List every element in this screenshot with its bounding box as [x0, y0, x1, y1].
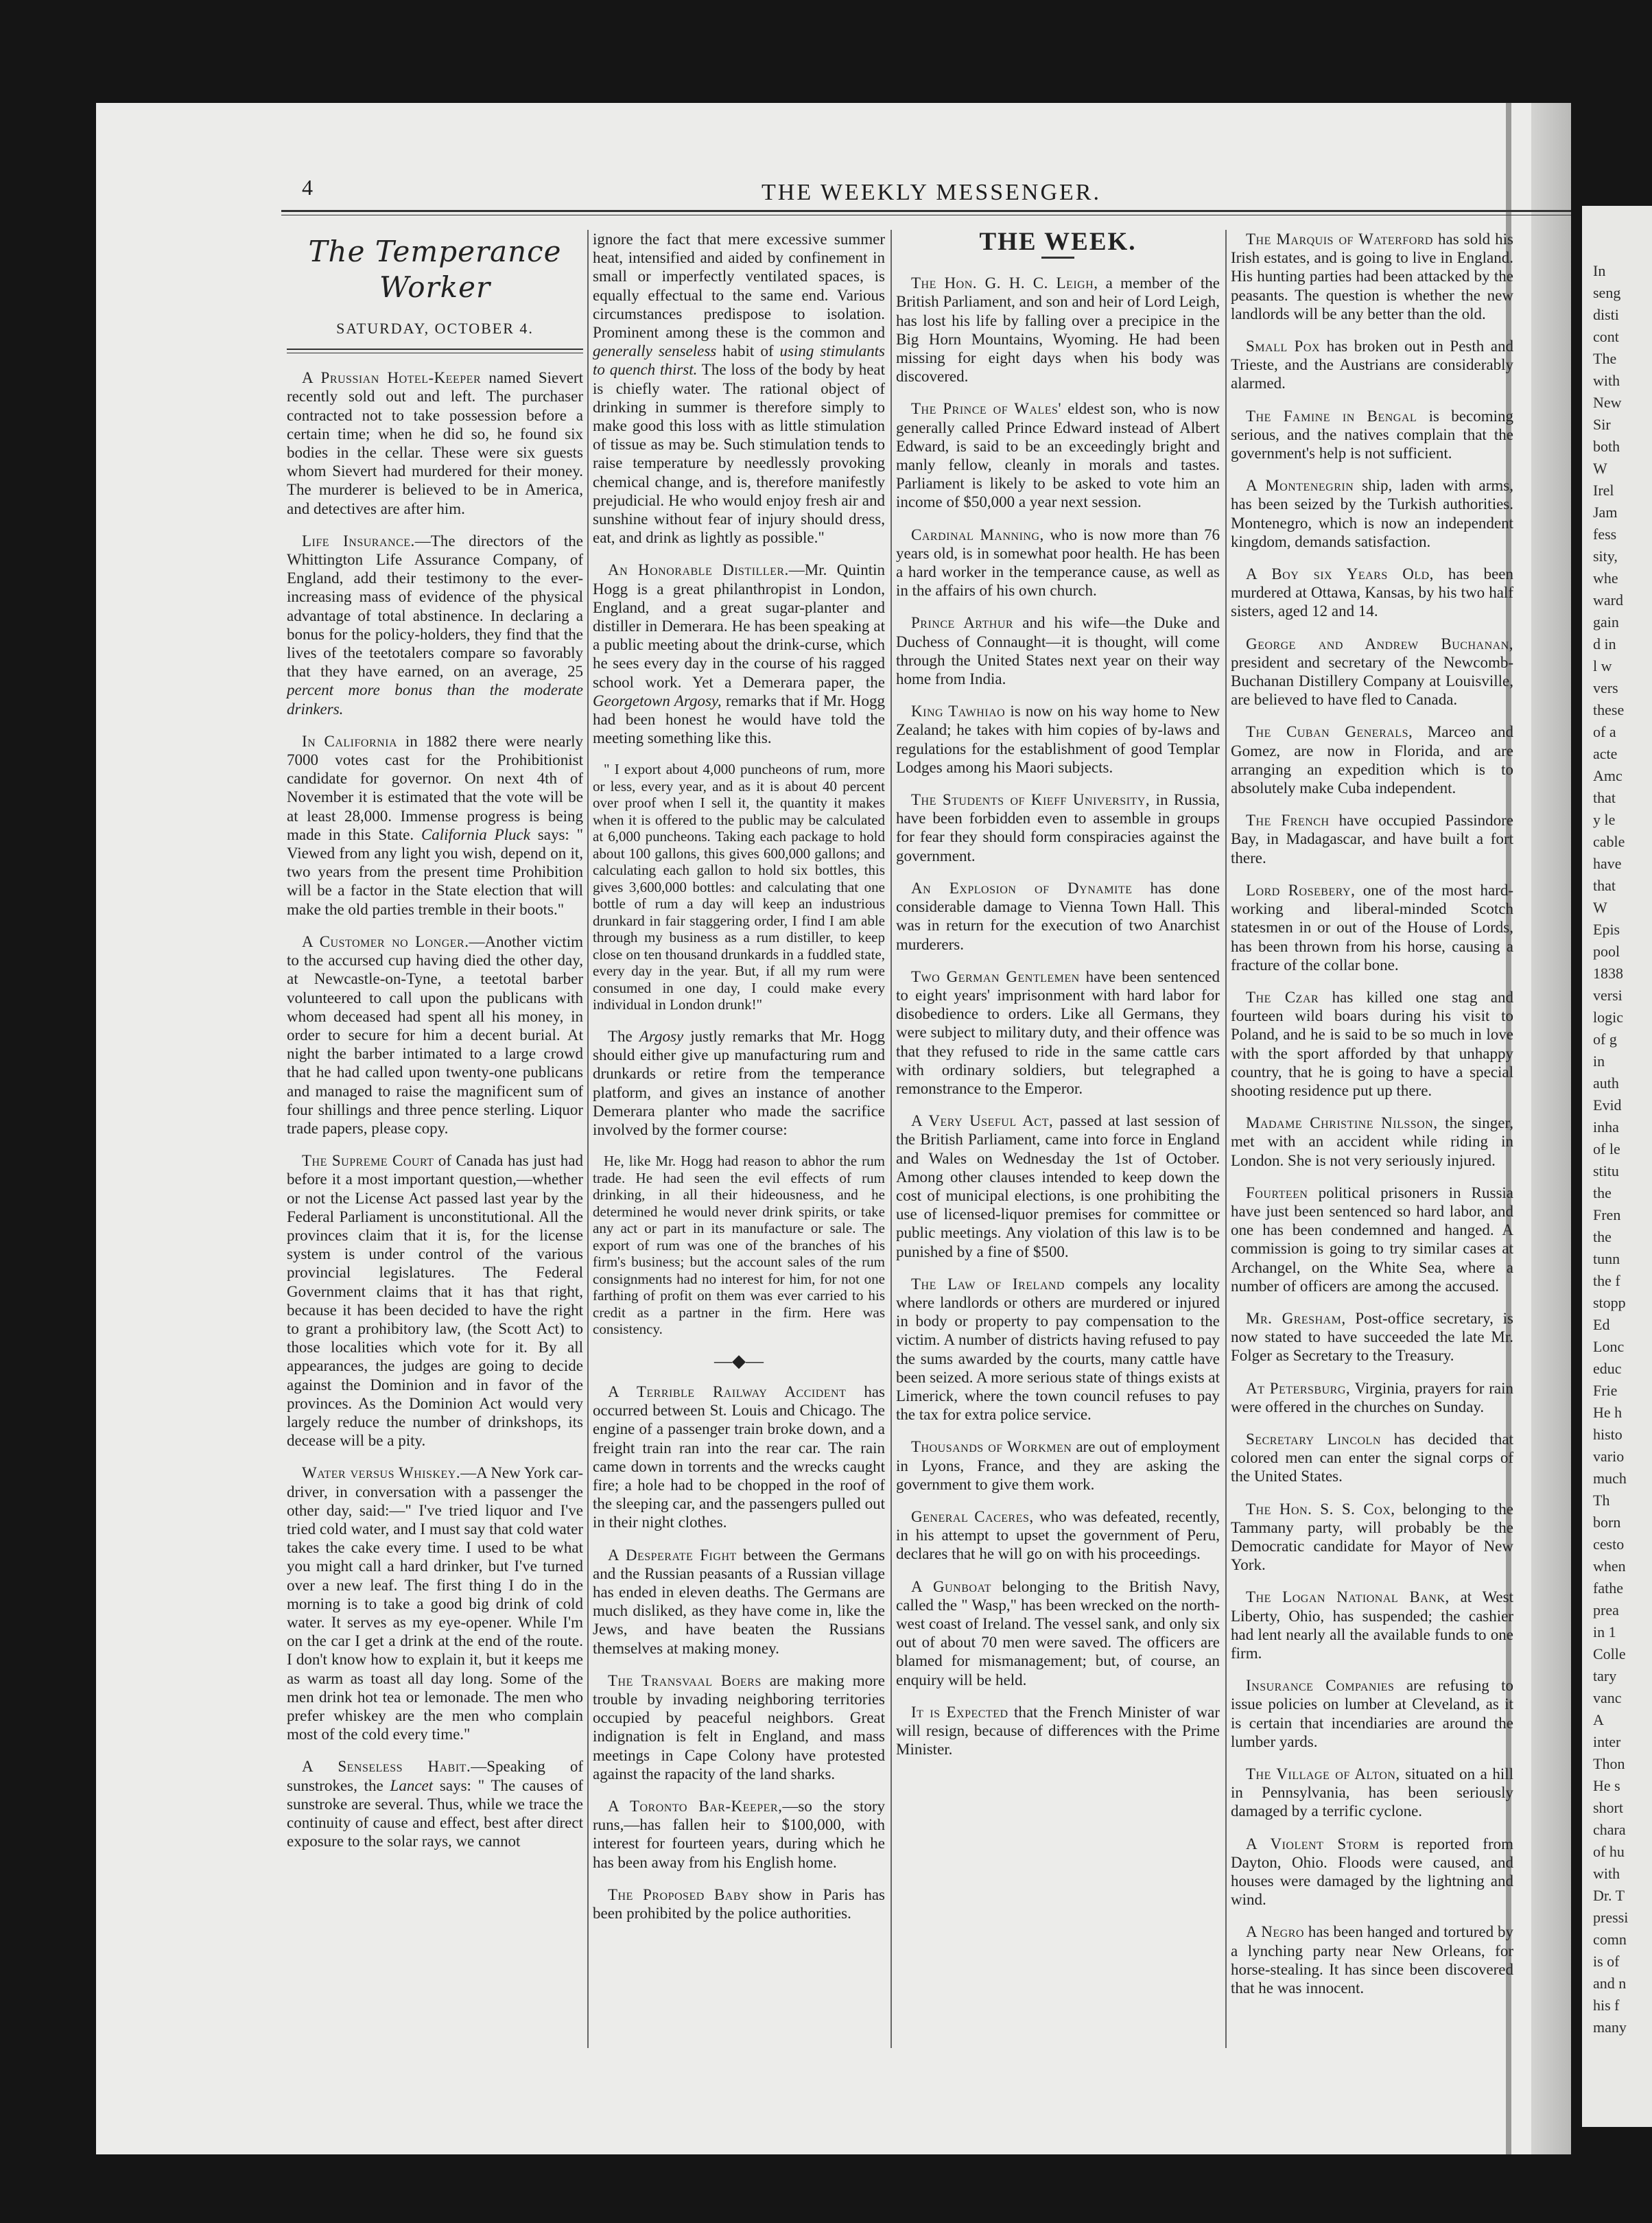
adjacent-page-fragment: seng	[1593, 284, 1621, 301]
adjacent-page-fragment: histo	[1593, 1426, 1622, 1443]
adjacent-page-fragment: chara	[1593, 1821, 1626, 1838]
adjacent-page-fragment: Jam	[1593, 504, 1618, 521]
page-edge-shadow	[1531, 103, 1571, 2154]
adjacent-page-fragment: the	[1593, 1228, 1612, 1245]
adjacent-page-fragment: gain	[1593, 613, 1619, 631]
adjacent-page-fragment: stitu	[1593, 1162, 1619, 1179]
news-item: The French have occupied Passindore Bay, in Madagascar, and have built a fort there.	[1231, 812, 1513, 867]
column-four	[1231, 230, 1513, 2011]
news-item: The Cuban Generals, Marceo and Gomez, are now in Florida, and are arranging an expedition which is to absolutely make Cuba independent.	[1231, 723, 1513, 797]
adjacent-page-fragment: In	[1593, 262, 1606, 279]
the-week-title: THE WEEK.	[979, 228, 1137, 256]
adjacent-page-fragment: Frie	[1593, 1382, 1618, 1399]
news-item: It is Expected that the French Minister of war will resign, because of differences with the Prime Minister.	[896, 1703, 1220, 1759]
issue-date: SATURDAY, OCTOBER 4.	[336, 320, 534, 337]
adjacent-page-fragment: stopp	[1593, 1294, 1626, 1311]
the-week-items	[896, 274, 1220, 1759]
adjacent-page-fragment: tary	[1593, 1667, 1617, 1684]
column-two	[593, 230, 885, 1936]
news-item: The Logan National Bank, at West Liberty, Ohio, has suspended; the cashier had lent nearly all the available funds to one firm.	[1231, 1588, 1513, 1662]
adjacent-page-fragment: Irel	[1593, 482, 1614, 499]
article-honorable-distiller: An Honorable Distiller.—Mr. Quintin Hogg is a great philanthropist in London, England, and a great sugar-planter and distiller in Demerara. He has been speaking at a public meeting about the drink-curse, which he sees every day in the course of his ragged school work. Yet a Demerara paper, the Georgetown Argosy, remarks that if Mr. Hogg had been honest he would have told the meeting something like this.	[593, 561, 885, 747]
adjacent-page-fragment: that	[1593, 877, 1616, 894]
adjacent-page-fragment: 1838	[1593, 965, 1623, 982]
adjacent-page-fragment: A	[1593, 1711, 1604, 1728]
adjacent-page-fragment: with	[1593, 1865, 1620, 1882]
adjacent-page-fragment: He h	[1593, 1404, 1622, 1421]
adjacent-page-fragment: acte	[1593, 745, 1618, 762]
article-senseless-habit: A Senseless Habit.—Speaking of sunstrokes, the Lancet says: " The causes of sunstroke are several. Thus, while we trace the continuity of cause and effect, best after direct exposure to the solar rays, we cannot	[287, 1758, 583, 1850]
adjacent-page-fragment: Lonc	[1593, 1338, 1625, 1355]
article-argosy-remarks: The Argosy justly remarks that Mr. Hogg should either give up manufacturing rum and drunkards or retire from the temperance platform, and gives an instance of another Demerara planter who made the sacrifice involved by the former course:	[593, 1027, 886, 1138]
adjacent-page-fragment: the	[1593, 1184, 1612, 1201]
adjacent-page-fragment: of le	[1593, 1140, 1620, 1157]
article-senseless-habit-continued: ignore the fact that mere excessive summer heat, intensified and aided by confinement in small or imperfectly ventilated spaces, is equally effectual to the same end. Various circumstances predispose to isolation. Prominent among these is the common and generally senseless habit of using stimulants to quench thirst. The loss of the body by heat is chiefly water. The rational object of drinking in summer is therefore simply to make good this loss with as little stimulation of tissue as may be. Such stimulation tends to raise temperature by needlessly provoking chemical change, and is, therefore manifestly prejudicial. He who would enjoy fresh air and sunshine without fear of injury should dress, eat, and drink as lightly as possible."	[593, 231, 885, 547]
adjacent-page-fragment: many	[1593, 2019, 1627, 2036]
adjacent-page-fragment: auth	[1593, 1074, 1619, 1092]
adjacent-page-fragment: He s	[1593, 1777, 1620, 1794]
adjacent-page-fragment: pressi	[1593, 1909, 1629, 1926]
adjacent-page-fragment: have	[1593, 855, 1622, 872]
adjacent-page-fragment: Fren	[1593, 1206, 1621, 1223]
news-item: The Famine in Bengal is becoming serious, and the natives complain that the government's help is not sufficient.	[1231, 407, 1513, 462]
news-item: Insurance Companies are refusing to issue policies on lumber at Cleveland, as it is certain that incendiaries are around the lumber yards.	[1231, 1677, 1513, 1750]
adjacent-page-fragment: the f	[1593, 1272, 1620, 1289]
news-item: Cardinal Manning, who is now more than 76 years old, is in somewhat poor health. He has been a hard worker in the temperance cause, as well as in the affairs of his own church.	[896, 526, 1220, 600]
adjacent-page-fragment: is of	[1593, 1953, 1620, 1970]
news-item: The Village of Alton, situated on a hill in Pennsylvania, has been seriously damaged by a terrific cyclone.	[1231, 1765, 1513, 1820]
adjacent-page-fragment: whe	[1593, 569, 1618, 587]
adjacent-page-fragment: born	[1593, 1514, 1621, 1531]
adjacent-page-fragment: sity,	[1593, 548, 1618, 565]
news-item: Fourteen political prisoners in Russia have just been sentenced so hard labor, and one has been condemned and hanged. A commission is going to try similar cases at Archangel, on the White Sea, where a number of officers are among the accused.	[1231, 1184, 1513, 1295]
news-item: Small Pox has broken out in Pesth and Trieste, and the Austrians are considerably alarmed.	[1231, 338, 1513, 392]
masthead-title: THE WEEKLY MESSENGER.	[762, 180, 1101, 205]
adjacent-page-fragment: Ed	[1593, 1316, 1610, 1333]
article-california: In California in 1882 there were nearly 7000 votes cast for the Prohibitionist candidate for governor. On next 4th of November it is estimated that the vote will be at least 28,000. Immense progress is being made in this State. California Pluck says: " Viewed from any light you wish, depend on it, two years from the present time Prohibition will be a factor in the State election that will make the old parties tremble in their boots."	[287, 732, 583, 918]
adjacent-page-fragment: in 1	[1593, 1623, 1616, 1640]
article-customer-no-longer: A Customer no Longer.—Another victim to the accursed cup having died the other day, at Newcastle-on-Tyne, a teetotal barber volunteered to call upon the publicans with whom deceased had spent all his money, in order to secure for him a decent burial. At night the barber intimated to a large crowd that he had called upon twenty-one publicans and managed to raise the magnificent sum of four shillings and three pence sterling. Liquor trade papers, please copy.	[287, 932, 583, 1137]
adjacent-page-fragment: d in	[1593, 635, 1616, 652]
news-item: The Law of Ireland compels any locality where landlords or others are murdered or injured in body or property to pay compensation to the victim. A number of districts having refused to pay the sums awarded by the courts, many cattle have been seized. A more serious state of things exists at Limerick, where the town council refuses to pay the tax for extra police service.	[896, 1275, 1220, 1424]
adjacent-page-fragment: vanc	[1593, 1689, 1622, 1706]
news-item: King Tawhiao is now on his way home to New Zealand; he takes with him copies of by-laws and regulations for the establishment of good Templar Lodges among his Maori subjects.	[896, 703, 1220, 776]
news-item: The Marquis of Waterford has sold his Irish estates, and is going to live in England. His hunting parties had been attacked by the peasants. The question is whether the new landlords will be any better than the old.	[1231, 231, 1513, 322]
column-rule-2	[890, 230, 892, 2048]
adjacent-page-fragment: with	[1593, 372, 1620, 389]
adjacent-page-fragment: vario	[1593, 1448, 1625, 1465]
article-life-insurance: Life Insurance.—The directors of the Whittington Life Assurance Company, of England, add their testimony to the ever-increasing mass of evidence of the physical advantage of total abstinence. In declaring a bonus for the policy-holders, they find that the lives of the teetotalers compare so favorably that they have earned, on an average, 25 percent more bonus than the moderate drinkers.	[287, 532, 583, 718]
column-temperance-worker	[287, 230, 583, 1864]
page-number: 4	[302, 175, 313, 200]
adjacent-page-fragment: inha	[1593, 1118, 1619, 1136]
news-item: The Hon. G. H. C. Leigh, a member of the British Parliament, and son and heir of Lord Leigh, has lost his life by falling over a precipice in the Big Horn Mountains, Wyoming. He had been missing for eight days when his body was discovered.	[896, 274, 1220, 386]
adjacent-page-fragment: of a	[1593, 723, 1616, 740]
adjacent-page-fragment: logic	[1593, 1009, 1623, 1026]
news-item: Lord Rosebery, one of the most hard-working and liberal-minded Scotch statesmen in or out of the House of Lords, has been thrown from his horse, causing a fracture of the collar bone.	[1231, 881, 1513, 974]
adjacent-page-fragment: much	[1593, 1470, 1627, 1487]
adjacent-page-fragment: cesto	[1593, 1536, 1625, 1553]
article-proposed-baby-show: The Proposed Baby show in Paris has been prohibited by the police authorities.	[593, 1885, 885, 1922]
adjacent-page-fragment: Dr. T	[1593, 1887, 1625, 1904]
news-item: Two German Gentlemen have been sentenced to eight years' imprisonment with hard labor for disobedience to orders. Like all Germans, they were subject to military duty, and their offence was that they refused to ride in the same cattle cars with ordinary soldiers, but telegraphed a remonstrance to the Emperor.	[896, 967, 1220, 1097]
ornament-divider: —◆—	[714, 1350, 764, 1371]
news-item: A Negro has been hanged and tortured by a lynching party near New Orleans, for horse-stealing. It has since been discovered that he was innocent.	[1231, 1923, 1513, 1997]
news-item: General Caceres, who was defeated, recently, in his attempt to upset the government of Peru, declares that he will go on with his proceedings.	[896, 1507, 1220, 1563]
adjacent-page-fragment: pool	[1593, 943, 1620, 960]
adjacent-page-fragment: and n	[1593, 1975, 1627, 1992]
adjacent-page-fragment: Th	[1593, 1492, 1610, 1509]
adjacent-page-strip	[1582, 206, 1652, 2127]
news-item: A Boy six Years Old, has been murdered at Ottawa, Kansas, by his two half sisters, aged 12 and 14.	[1231, 565, 1513, 620]
article-supreme-court: The Supreme Court of Canada has just had before it a most important question,—whether or not the License Act passed last year by the Federal Parliament is unconstitutional. All the provinces claim that it is, for the license system is under control of the various provincial legislatures. The Federal Government claims that it has that right, because it has been decided to have the right to grant a prohibitory law, (the Scott Act) to those localities which vote for it. By all appearances, the judges are going to decide against the Dominion and in favor of the provinces. As the Dominion Act would very largely reduce the number of drinkshops, its decease will be a pity.	[287, 1152, 583, 1450]
news-item: George and Andrew Buchanan, president and secretary of the Newcomb-Buchanan Distillery Company at Louisville, are believed to have fled to Canada.	[1231, 635, 1513, 709]
adjacent-page-fragment: Sir	[1593, 416, 1611, 433]
article-railway-accident: A Terrible Railway Accident has occurred between St. Louis and Chicago. The engine of a passenger train broke down, and a freight train ran into the rear car. The rain came down in torrents and the wrecks caught fire; a hole had to be chopped in the roof of the sleeping car, and the passengers pulled out in their night clothes.	[593, 1383, 885, 1531]
masthead-rule-top	[281, 210, 1571, 212]
news-item: Secretary Lincoln has decided that colored men can enter the signal corps of the United States.	[1231, 1430, 1514, 1485]
column-rule-3	[1225, 230, 1227, 2048]
adjacent-page-fragment: l w	[1593, 657, 1612, 674]
news-items	[1231, 230, 1513, 1997]
adjacent-page-fragment: his f	[1593, 1997, 1620, 2014]
adjacent-page-fragment: both	[1593, 438, 1620, 455]
news-item: A Violent Storm is reported from Dayton, Ohio. Floods were caused, and houses were damaged by the lightning and wind.	[1231, 1835, 1513, 1909]
news-item: Thousands of Workmen are out of employment in Lyons, France, and they are asking the government to give them work.	[896, 1438, 1220, 1493]
adjacent-page-fragment: tunn	[1593, 1250, 1620, 1267]
news-item: A Very Useful Act, passed at last session of the British Parliament, came into force in England and Wales on Wednesday the 1st of October. Among other clauses intended to keep down the cost of municipal elections, is one prohibiting the use of licensed-liquor premises for committee or public meetings. Any violation of this law is to be punished by a fine of $500.	[896, 1112, 1220, 1260]
news-item: Prince Arthur and his wife—the Duke and Duchess of Connaught—it is thought, will come through the United States next year on their way home from India.	[896, 614, 1220, 688]
adjacent-page-fragment: W	[1593, 460, 1607, 477]
news-item: The Hon. S. S. Cox, belonging to the Tammany party, will probably be the Democratic candidate for Mayor of New York.	[1231, 1500, 1513, 1574]
news-item: The Czar has killed one stag and fourteen wild boars during his visit to Poland, and he is said to be so much in love with the sport afforded by that unhappy country, that he is going to have a special shooting residence put up there.	[1231, 988, 1513, 1099]
adjacent-page-fragment: educ	[1593, 1360, 1622, 1377]
adjacent-page-fragment: that	[1593, 789, 1616, 806]
news-item: An Explosion of Dynamite has done considerable damage to Vienna Town Hall. This was in return for the execution of two Anarchist murderers.	[896, 879, 1220, 953]
column-rule-1	[587, 230, 589, 2048]
adjacent-page-fragment: Epis	[1593, 921, 1620, 938]
adjacent-page-fragment: of hu	[1593, 1843, 1625, 1860]
adjacent-page-fragment: Thon	[1593, 1755, 1625, 1772]
adjacent-page-fragment: vers	[1593, 679, 1618, 696]
adjacent-page-fragment: disti	[1593, 306, 1619, 323]
article-toronto-bar-keeper: A Toronto Bar-Keeper,—so the story runs,—has fallen heir to $100,000, with interest for fourteen years, during which he has been away from his English home.	[593, 1797, 885, 1871]
adjacent-page-fragment: versi	[1593, 987, 1622, 1004]
adjacent-page-fragment: inter	[1593, 1733, 1621, 1750]
news-item: A Montenegrin ship, laden with arms, has been seized by the Turkish authorities. Montenegro, which is now an independent kingdom, demands satisfaction.	[1231, 477, 1513, 550]
adjacent-page-fragment: comn	[1593, 1931, 1627, 1948]
news-item: At Petersburg, Virginia, prayers for rain were offered in the churches on Sunday.	[1231, 1379, 1513, 1415]
section-rule	[287, 349, 583, 353]
section-title: The Temperance Worker	[308, 235, 562, 304]
news-item: The Students of Kieff University, in Russia, have been forbidden even to assemble in groups for fear they should form conspiracies against the government.	[896, 791, 1220, 864]
adjacent-page-fragment: short	[1593, 1799, 1623, 1816]
article-water-versus-whiskey: Water versus Whiskey.—A New York car-driver, in conversation with a passenger the other day, said:—" I've tried liquor and I've tried cold water, and I must say that cold water takes the cake every time. I used to be what you might call a hard drinker, but I've turned over a new leaf. The first thing I do in the morning is to take a good big drink of cold water. It serves as my eye-opener. While I'm on the car I get a drink at the end of the route. I don't know how to explain it, but it keeps me as warm as toast all day long. Some of the men drink hot tea or lemonade. The men who prefer whiskey are the men who complain most of the cold every time."	[287, 1464, 583, 1743]
news-item: Mr. Gresham, Post-office secretary, is now stated to have succeeded the late Mr. Folger as Secretary to the Treasury.	[1231, 1309, 1514, 1365]
adjacent-page-fragment: Colle	[1593, 1645, 1626, 1662]
news-item: The Prince of Wales' eldest son, who is now generally called Prince Edward instead of Albert Edward, is said to be an exceedingly bright and manly fellow, cleanly in morals and tastes. Parliament is likely to be asked to vote him an income of $50,000 a year next session.	[896, 400, 1220, 511]
article-transvaal-boers: The Transvaal Boers are making more trouble by invading neighboring territories occupied by peaceful neighbors. Great indignation is felt in England, and mass meetings in Cape Colony have protested against the rapacity of the land sharks.	[593, 1671, 885, 1783]
adjacent-page-fragment: cont	[1593, 328, 1619, 345]
adjacent-page-fragment: y le	[1593, 811, 1616, 828]
adjacent-page-fragment: these	[1593, 701, 1625, 718]
adjacent-page-fragment: ward	[1593, 591, 1623, 609]
adjacent-page-fragment: Evid	[1593, 1096, 1622, 1114]
news-item: A Gunboat belonging to the British Navy, called the " Wasp," has been wrecked on the north-west coast of Ireland. The vessel sank, and only six out of about 70 men were saved. The officers are blamed for mismanagement; but, of course, an enquiry will be held.	[896, 1577, 1220, 1689]
adjacent-page-fragment: prea	[1593, 1601, 1619, 1619]
distiller-quote: " I export about 4,000 puncheons of rum, more or less, every year, and as it is about 40 percent over proof when I sell it, the quantity it makes when it is offered to the public may be calculated at 6,000 puncheons. Taking each package to hold about 100 gallons, this gives 600,000 gallons; and calculating each gallon to hold six bottles, this gives 3,600,000 bottles: and calculating that one bottle of rum a day will keep an industrious drunkard in fair staggering order, I find I am able through my business as a rum distiller, to keep close on ten thousand drunkards in a fuddled state, every day in the year. But, if all my rum were consumed in one day, I could make every individual in London drunk!"	[593, 761, 885, 1013]
article-prussian-hotel-keeper: A Prussian Hotel-Keeper named Sievert recently sold out and left. The purchaser contracted not to take possession before a certain time; when he did so, he found six bodies in the cellar. These were six guests whom Sievert had murdered for their money. The murderer is believed to be in America, and detectives are after him.	[287, 369, 583, 517]
article-desperate-fight: A Desperate Fight between the Germans and the Russian peasants of a Russian village has ended in eleven deaths. The Germans are much disliked, as they have come in, like the Jews, and have beaten the Russians themselves at making money.	[593, 1546, 885, 1657]
the-week-rule	[1041, 257, 1074, 259]
adjacent-page-fragment: fathe	[1593, 1579, 1623, 1597]
planter-quote: He, like Mr. Hogg had reason to abhor the rum trade. He had seen the evil effects of rum drinking, in all their hideousness, and he determined he would never drink spirits, or take any act or part in its manufacture or sale. The export of rum was one of the branches of his firm's business; but the account sales of the rum consignments had no interest for him, for not one farthing of profit on them was ever carried to his credit as a partner in the firm. Here was consistency.	[593, 1153, 885, 1338]
adjacent-page-fragment: in	[1593, 1052, 1605, 1070]
adjacent-page-fragment: W	[1593, 899, 1607, 916]
news-item: Madame Christine Nilsson, the singer, met with an accident while riding in London. She is not very seriously injured.	[1231, 1114, 1513, 1169]
adjacent-page-fragment: The	[1593, 350, 1617, 367]
adjacent-page-fragment: fess	[1593, 526, 1617, 543]
column-the-week	[896, 230, 1220, 1772]
adjacent-page-fragment: New	[1593, 394, 1622, 411]
adjacent-page-fragment: when	[1593, 1557, 1626, 1575]
adjacent-page-fragment: Amc	[1593, 767, 1622, 784]
adjacent-page-fragment: cable	[1593, 833, 1625, 850]
adjacent-page-fragment: of g	[1593, 1031, 1617, 1048]
